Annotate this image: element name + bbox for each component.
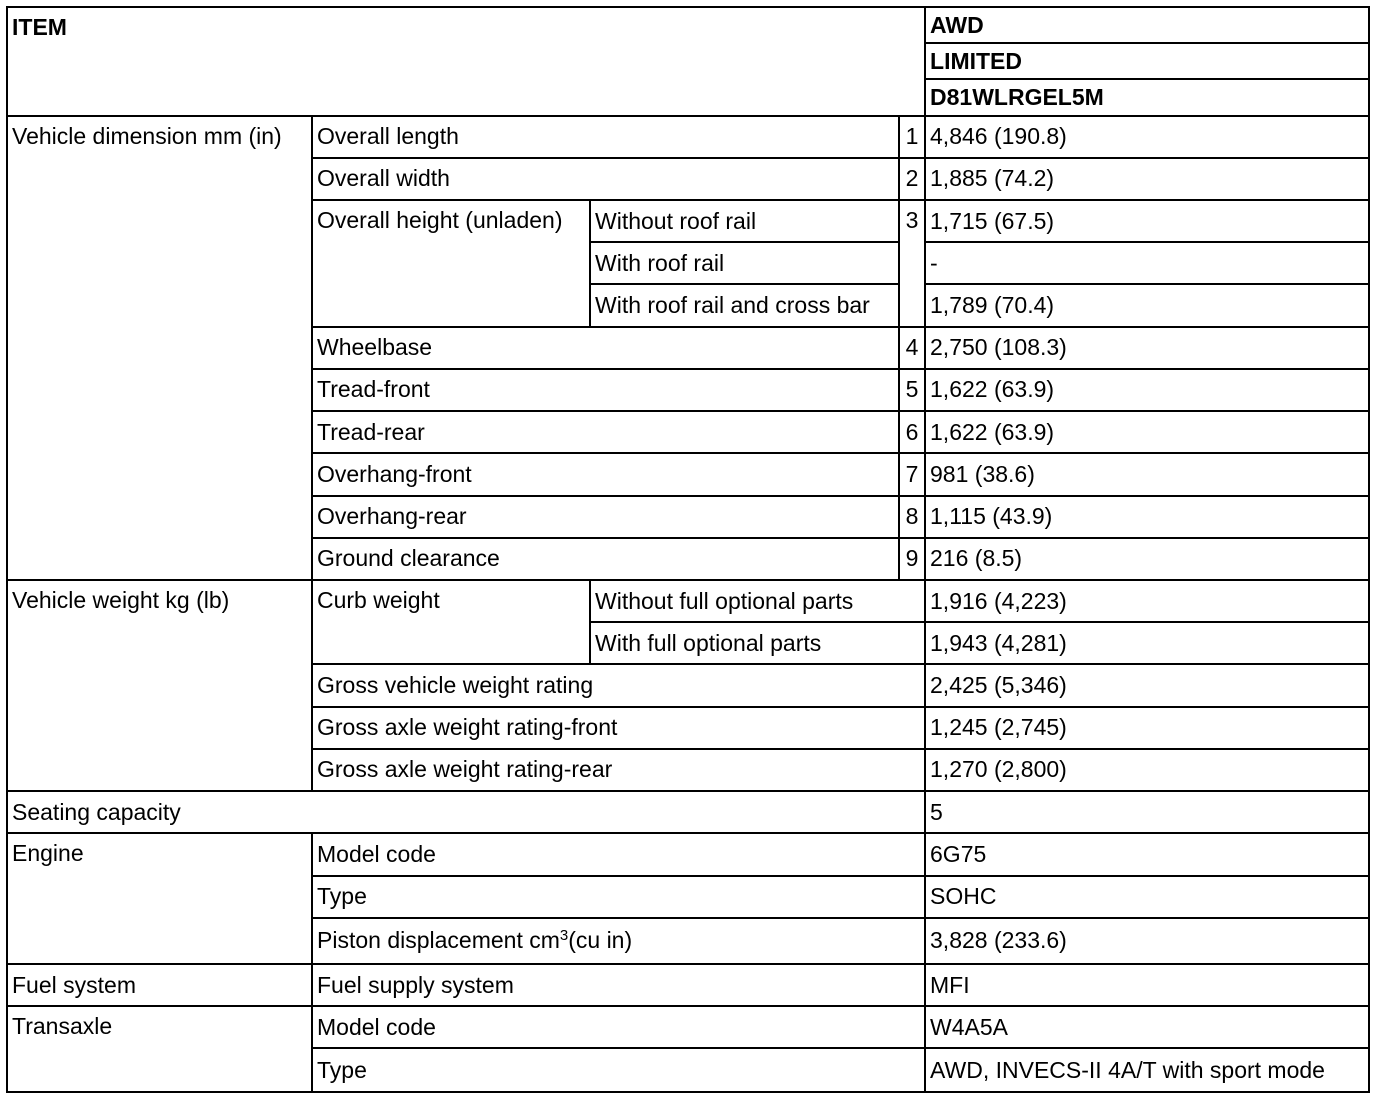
row-index: 2 (899, 158, 925, 200)
header-item-cell (7, 7, 925, 116)
row-label: Gross axle weight rating-front (312, 707, 925, 749)
row-label: Overhang-front (312, 453, 899, 495)
seating-value: 5 (925, 791, 1369, 833)
row-index: 4 (899, 327, 925, 369)
row-value: 1,115 (43.9) (925, 496, 1369, 538)
transaxle-group-label: Transaxle (7, 1006, 312, 1092)
header-item: ITEM (12, 14, 67, 40)
row-value: MFI (925, 964, 1369, 1006)
row-index: 8 (899, 496, 925, 538)
displacement-label-pre: Piston displacement cm (317, 927, 560, 954)
row-value: 1,789 (70.4) (925, 284, 1369, 326)
curb-weight-label: Curb weight (312, 580, 590, 664)
weight-group-label: Vehicle weight kg (lb) (7, 580, 312, 791)
table-row (7, 1006, 1369, 1048)
displacement-label-post: (cu in) (568, 927, 633, 954)
row-label: Overall length (312, 116, 899, 158)
row-sublabel: With full optional parts (590, 622, 925, 664)
header-model: D81WLRGEL5M (925, 79, 1369, 115)
row-value: 2,750 (108.3) (925, 327, 1369, 369)
row-value: 1,622 (63.9) (925, 369, 1369, 411)
row-index: 6 (899, 411, 925, 453)
seating-label: Seating capacity (7, 791, 925, 833)
row-value: 216 (8.5) (925, 538, 1369, 580)
row-value: 1,270 (2,800) (925, 749, 1369, 791)
row-sublabel: With roof rail (590, 242, 899, 284)
height-label: Overall height (unladen) (312, 200, 590, 327)
row-value: W4A5A (925, 1006, 1369, 1048)
row-value: 6G75 (925, 833, 1369, 875)
row-value: 1,245 (2,745) (925, 707, 1369, 749)
row-label: Overall width (312, 158, 899, 200)
displacement-label (312, 918, 925, 964)
row-value: 1,715 (67.5) (925, 200, 1369, 242)
row-label: Tread-rear (312, 411, 899, 453)
row-label: Model code (312, 1006, 925, 1048)
table-row (7, 791, 1369, 833)
row-label: Tread-front (312, 369, 899, 411)
dimension-group-label: Vehicle dimension mm (in) (7, 116, 312, 580)
fuel-group-label: Fuel system (7, 964, 312, 1006)
row-label: Type (312, 1048, 925, 1092)
row-label: Overhang-rear (312, 496, 899, 538)
displacement-label-sup: 3 (559, 927, 569, 945)
row-index: 1 (899, 116, 925, 158)
row-index: 5 (899, 369, 925, 411)
row-label: Ground clearance (312, 538, 899, 580)
row-value: AWD, INVECS-II 4A/T with sport mode (925, 1048, 1369, 1092)
row-index: 7 (899, 453, 925, 495)
row-value: 981 (38.6) (925, 453, 1369, 495)
table-row (7, 116, 1369, 158)
row-value: 1,885 (74.2) (925, 158, 1369, 200)
height-index: 3 (899, 200, 925, 327)
table-row (7, 580, 1369, 622)
table-row (7, 964, 1369, 1006)
row-label: Fuel supply system (312, 964, 925, 1006)
row-value: - (925, 242, 1369, 284)
row-value: 3,828 (233.6) (925, 918, 1369, 964)
spec-table (6, 6, 1370, 1093)
row-sublabel: With roof rail and cross bar (590, 284, 899, 326)
header-trim: LIMITED (925, 43, 1369, 79)
row-value: 1,943 (4,281) (925, 622, 1369, 664)
row-sublabel: Without roof rail (590, 200, 899, 242)
row-value: 2,425 (5,346) (925, 664, 1369, 706)
row-label: Type (312, 876, 925, 918)
row-index: 9 (899, 538, 925, 580)
row-value: 1,916 (4,223) (925, 580, 1369, 622)
row-label: Model code (312, 833, 925, 875)
row-label: Wheelbase (312, 327, 899, 369)
header-drive: AWD (925, 7, 1369, 43)
row-sublabel: Without full optional parts (590, 580, 925, 622)
row-value: 1,622 (63.9) (925, 411, 1369, 453)
row-value: 4,846 (190.8) (925, 116, 1369, 158)
row-value: SOHC (925, 876, 1369, 918)
row-label: Gross vehicle weight rating (312, 664, 925, 706)
engine-group-label: Engine (7, 833, 312, 964)
table-row (7, 833, 1369, 875)
row-label: Gross axle weight rating-rear (312, 749, 925, 791)
